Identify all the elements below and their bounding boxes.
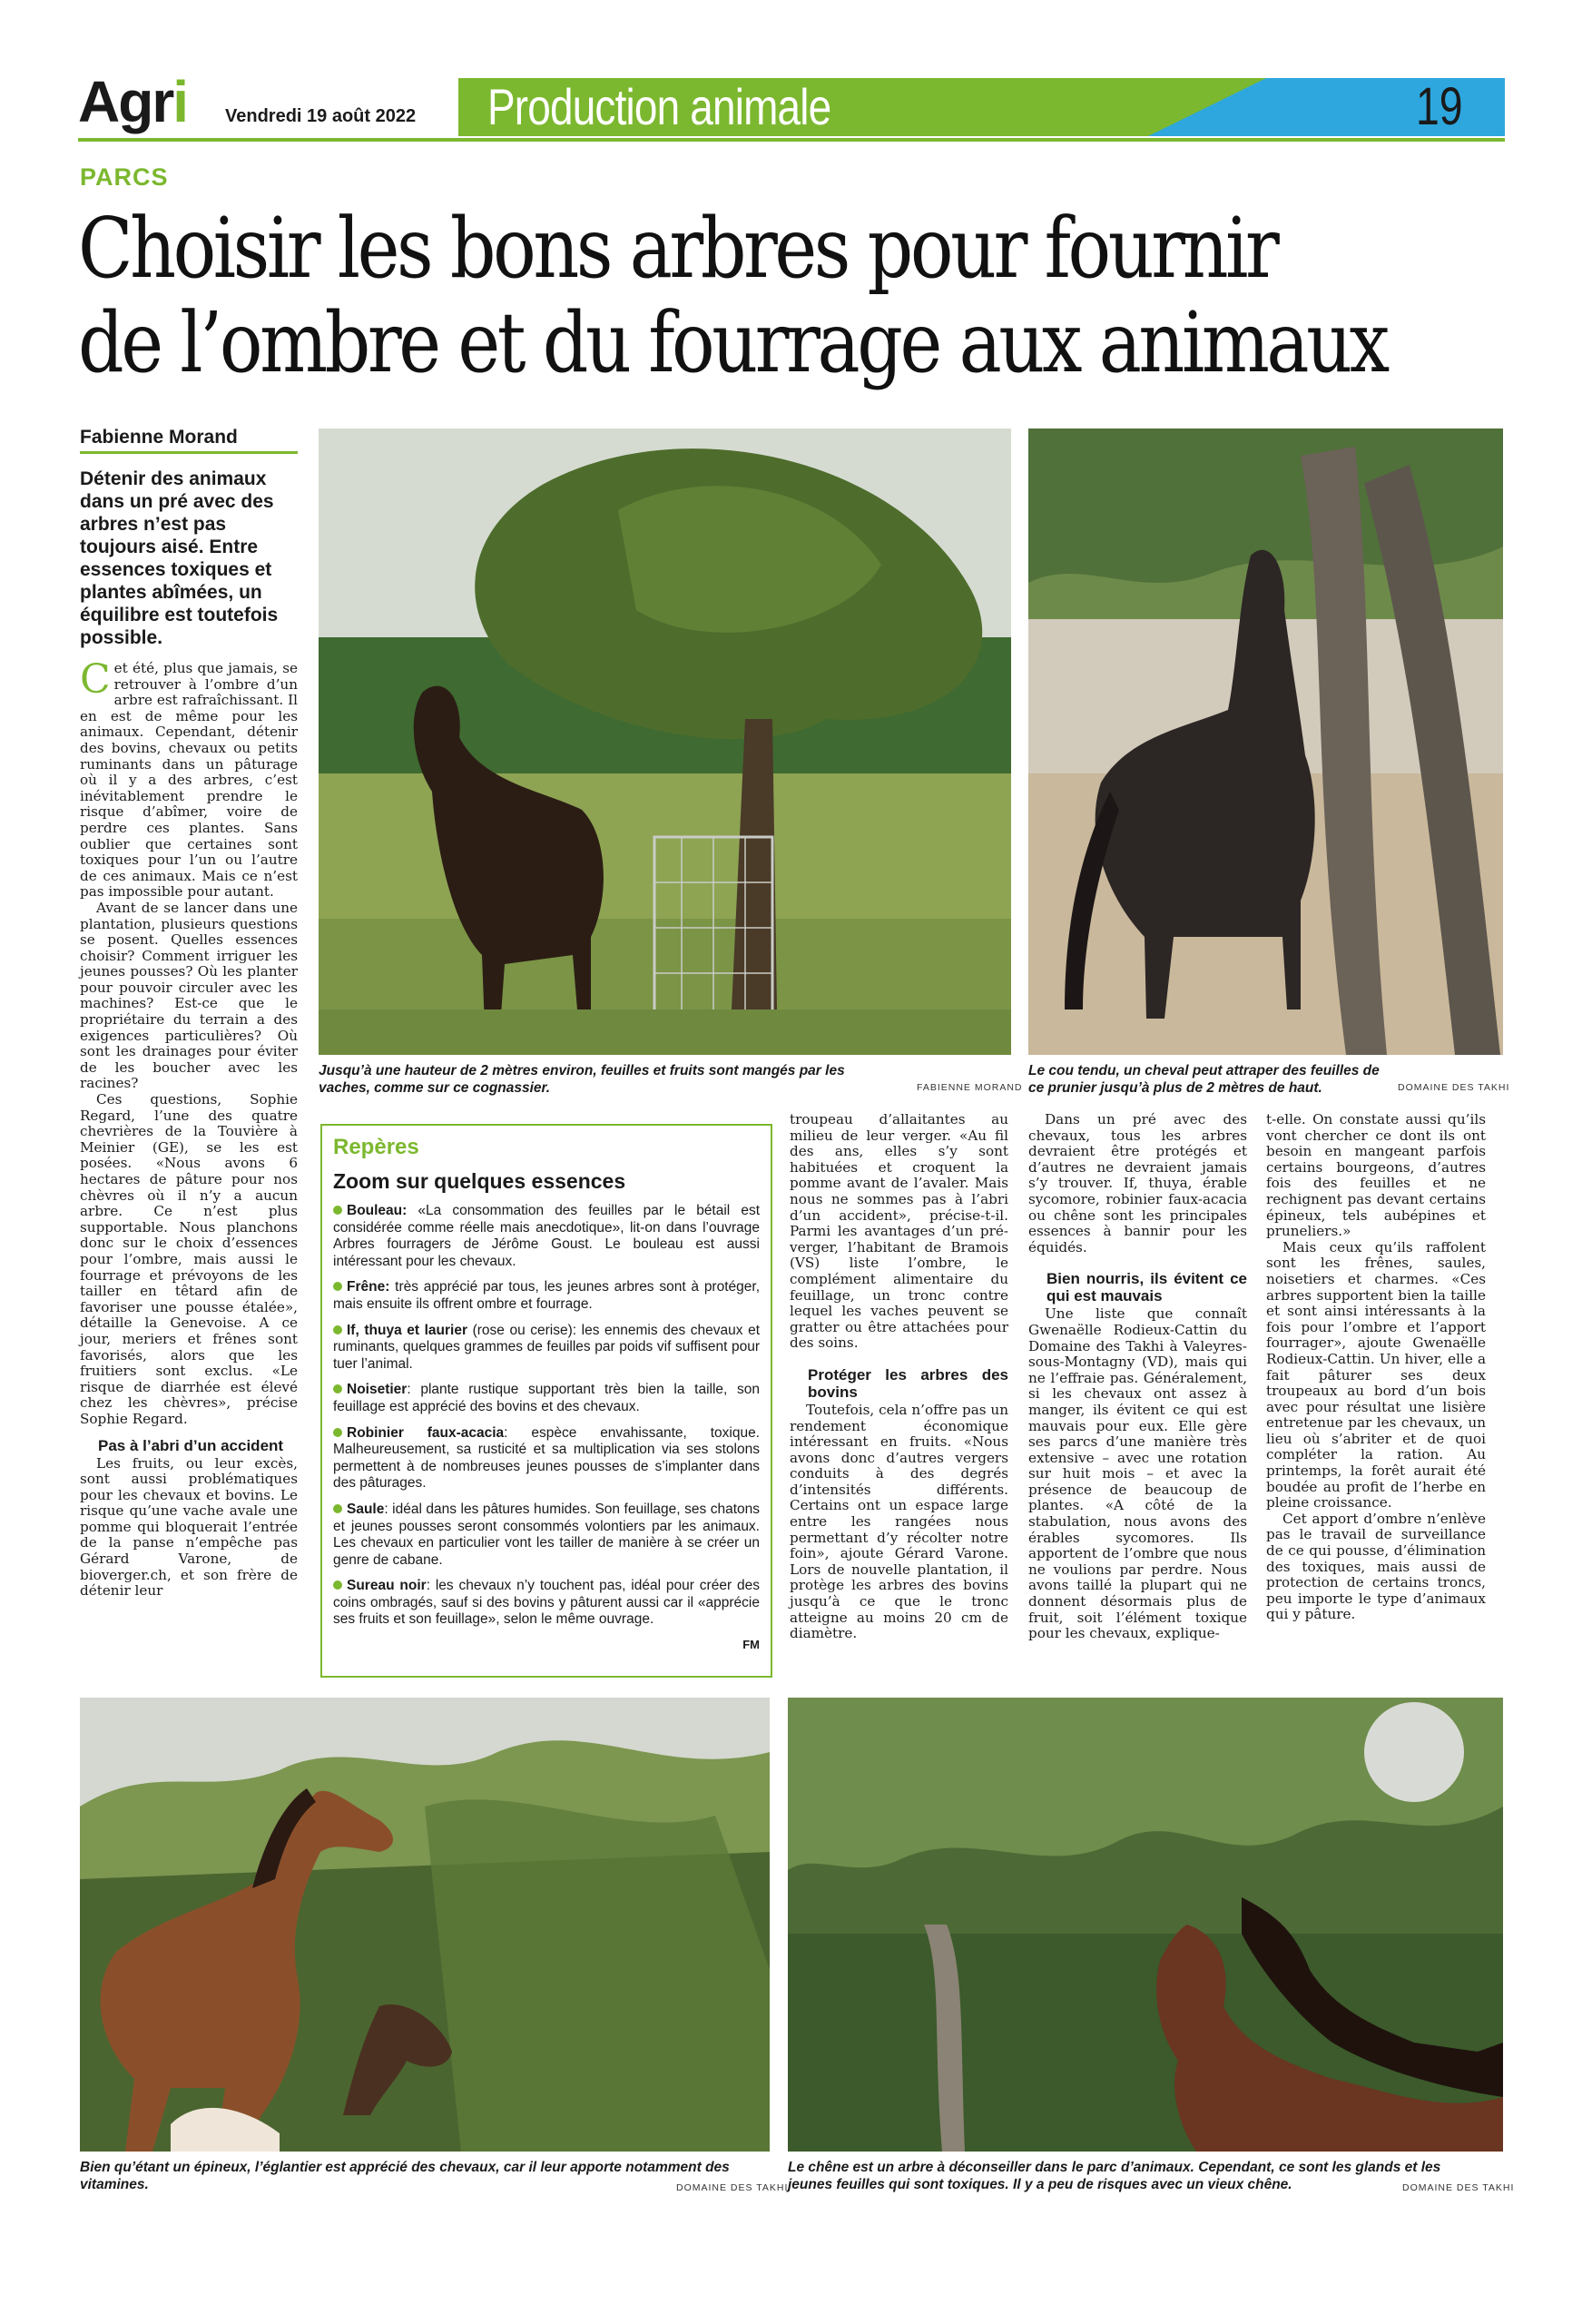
body-paragraph: t-elle. On constate aussi qu’ils vont chercher ce dont ils ont besoin en mangeant parfois certains bourgeons, d’autres fois des feuilles et ne rechignent pas devant certains épineux, tels aubépines et pruneliers.» bbox=[1266, 1111, 1486, 1240]
body-paragraph: Avant de se lancer dans une plantation, plusieurs questions se posent. Quelles essences choisir? Comment irriguer les jeunes pousses? Où les planter pour pouvoir circuler avec les machines? Est-ce que le propriétaire du terrain a des exigences particulières? Où sont les drainages pour éviter de les boucher avec les racines? bbox=[80, 899, 298, 1092]
photo-horse-oak-image bbox=[788, 1698, 1503, 2152]
reperes-item bbox=[333, 1382, 760, 1415]
body-paragraph: Dans un pré avec des chevaux, tous les arbres devraient être protégés et d’autres ne devraient jamais s’y trouver. If, thuya, érable sycomore, robinier faux-acacia ou chêne sont les principales essences à bannir pour les équidés. bbox=[1028, 1111, 1247, 1256]
lead-paragraph: Détenir des animaux dans un pré avec des arbres n’est pas toujours aisé. Entre essences toxiques et plantes abîmées, un équilibre est toutefois possible. bbox=[80, 468, 279, 648]
body-paragraph: Mais ceux qu’ils raffolent sont les frênes, saules, noisetiers et charmes. «Ces arbres supportent bien la taille et sont ainsi intéressants à la fois pour l’ombre et l’apport fourrager», ajoute Gwenaëlle Rodieux-Cattin. Un hiver, elle a fait pâturer ses deux troupeaux au bord d’un bois avec pour résultat une lisière entretenue par les chevaux, un lieu où s’abriter et de quoi compléter la ration. Au printemps, la forêt aurait été boudée au profit de l’herbe en pleine croissance. bbox=[1266, 1238, 1486, 1512]
reperes-item-text: : espèce envahissante, toxique. Malheureusement, sa rusticité et sa multiplication via ses stolons permettent à de nombreuses jeunes pousses de s’implanter dans des pâturages. bbox=[333, 1424, 760, 1492]
reperes-item-name: Noisetier bbox=[347, 1382, 408, 1398]
subheading: Protéger les arbres des bovins bbox=[808, 1365, 1008, 1401]
reperes-item-text: (rose ou cerise): les ennemis des chevaux et ruminants, quelques grammes de feuilles par poids vif suffisent pour tuer l’animal. bbox=[333, 1322, 760, 1372]
bullet-icon bbox=[333, 1325, 342, 1334]
reperes-item-name: Robinier faux-acacia bbox=[347, 1424, 505, 1441]
bullet-icon bbox=[333, 1581, 342, 1590]
bullet-icon bbox=[333, 1282, 342, 1291]
bullet-icon bbox=[333, 1206, 342, 1215]
masthead-accent: i bbox=[172, 69, 187, 134]
subheading: Bien nourris, ils évitent ce qui est mauvais bbox=[1046, 1270, 1247, 1305]
photo-cow-quince-image bbox=[319, 428, 1011, 1055]
headline bbox=[78, 200, 1387, 391]
reperes-item-name: If, thuya et laurier bbox=[347, 1322, 467, 1338]
reperes-item-name: Saule bbox=[347, 1501, 385, 1517]
photo-cow-quince-caption: Jusqu’à une hauteur de 2 mètres environ, feuilles et fruits sont mangés par les vaches, comme sur ce cognassier. bbox=[319, 1063, 845, 1096]
photo-horse-plum-image bbox=[1028, 428, 1503, 1055]
photo-horse-oak bbox=[788, 1698, 1503, 2152]
reperes-item-text: : plante rustique supportant très bien la taille, son feuillage est apprécié des bovins et des chevaux. bbox=[333, 1382, 760, 1414]
reperes-item bbox=[333, 1425, 760, 1492]
reperes-item bbox=[333, 1279, 760, 1313]
reperes-box bbox=[320, 1124, 772, 1678]
reperes-item-text: très apprécié par tous, les jeunes arbres sont à protéger, mais ensuite ils offrent ombre et fourrage. bbox=[333, 1279, 760, 1312]
reperes-item-name: Sureau noir bbox=[347, 1578, 427, 1594]
body-paragraph: Une liste que connaît Gwenaëlle Rodieux-Cattin du Domaine des Takhi à Valeyres-sous-Montagny (VD), mais qui ne l’effraie pas. Généralement, si les chevaux ont assez à manger, ils évitent ce qui est mauvais pour eux. Elle gère ses parcs d’une manière très extensive – avec une rotation sur huit mois – et avec la présence de beaucoup de plantes. «A côté de la stabulation, nous avons des érables sycomores. Ils apportent de l’ombre que nous ne voulions par perdre. Nous avons taillé la plupart qui ne donnent désormais plus de fruit, soit l’élément toxique pour les chevaux, explique- bbox=[1028, 1305, 1247, 1642]
reperes-signature: FM bbox=[742, 1638, 760, 1652]
body-text: et été, plus que jamais, se retrouver à l’ombre d’un arbre est rafraîchissant. Il en est de même pour les animaux. Cependant, détenir des bovins, chevaux ou petits ruminants dans un pâturage où il y a des arbres, c’est inévitablement prendre le risque d’abîmer, voire de perdre ces plantes. Sans oublier que certaines sont toxiques pour l’un ou l’autre de ces animaux. Mais ce n’est pas impossible pour autant. bbox=[80, 660, 298, 901]
photo-horse-eglantier-caption: Bien qu’étant un épineux, l’églantier est apprécié des chevaux, car il leur apporte notamment des vitamines. bbox=[80, 2160, 730, 2192]
photo-cow-quince-credit: FABIENNE MORAND bbox=[917, 1082, 1023, 1093]
kicker: PARCS bbox=[80, 163, 169, 191]
headline-line-2: de l’ombre et du fourrage aux animaux bbox=[78, 294, 1387, 391]
headline-line-1: Choisir les bons arbres pour fournir bbox=[78, 200, 1277, 297]
author-byline: Fabienne Morand bbox=[80, 427, 238, 448]
issue-date: Vendredi 19 août 2022 bbox=[225, 106, 417, 126]
dropcap: C bbox=[80, 656, 111, 703]
reperes-item bbox=[333, 1203, 760, 1270]
reperes-item-name: Bouleau: bbox=[347, 1203, 408, 1218]
photo-horse-oak-caption: Le chêne est un arbre à déconseiller dans le parc d’animaux. Cependant, ce sont les glands et les jeunes feuilles qui sont toxiques. Il y a peu de risques avec un vieux chêne. bbox=[788, 2160, 1441, 2192]
reperes-list bbox=[333, 1203, 760, 1629]
article-column-3 bbox=[790, 1112, 1008, 1642]
photo-horse-eglantier bbox=[80, 1698, 770, 2152]
photo-horse-plum-credit: DOMAINE DES TAKHI bbox=[1398, 1082, 1510, 1093]
reperes-title: Repères bbox=[333, 1135, 419, 1159]
article-column-1 bbox=[80, 656, 298, 1600]
reperes-item bbox=[333, 1323, 760, 1374]
article-column-4 bbox=[1028, 1112, 1247, 1642]
body-paragraph: Toutefois, cela n’offre pas un rendement économique intéressant en fruits. «Nous avons donc d’autres vergers conduits à des degrés d’intensités différents. Certains ont un espace large entre les rangées nous permettant d’y récolter notre foin», ajoute Gérard Varone. Lors de nouvelle plantation, il protège les arbres des bovins jusqu’à ce que le tronc atteigne au moins 20 cm de diamètre. bbox=[790, 1401, 1008, 1642]
page-number: 19 bbox=[1416, 77, 1463, 136]
reperes-item bbox=[333, 1502, 760, 1569]
photo-cow-quince bbox=[319, 428, 1011, 1055]
reperes-item-text: : idéal dans les pâtures humides. Son feuillage, ses chatons et jeunes pousses seront consommés volontiers par les animaux. Les chevaux en particulier vont les tailler de manière à se créer un genre de cabane. bbox=[333, 1501, 760, 1568]
reperes-subtitle: Zoom sur quelques essences bbox=[333, 1169, 626, 1193]
article-column-5 bbox=[1266, 1112, 1486, 1623]
reperes-item-text: «La consommation des feuilles par le bétail est considérée comme réelle mais anecdotique», lit-on dans l’ouvrage Arbres fourragers de Jérôme Goust. Le bouleau est aussi intéressant pour les chevaux. bbox=[333, 1203, 760, 1269]
body-paragraph: Les fruits, ou leur excès, sont aussi problématiques pour les chevaux et bovins. Le risque qu’une vache avale une pomme qui bloquerait l’entrée de la panse n’empêche pas Gérard Varone, de bioverger.ch, et son frère de détenir leur bbox=[80, 1454, 298, 1600]
author-rule bbox=[80, 451, 298, 454]
bullet-icon bbox=[333, 1384, 342, 1393]
subheading: Pas à l’abri d’un accident bbox=[98, 1436, 284, 1454]
body-paragraph bbox=[80, 656, 298, 901]
reperes-item-name: Frêne: bbox=[347, 1279, 390, 1295]
photo-horse-oak-credit: DOMAINE DES TAKHI bbox=[1402, 2182, 1515, 2193]
body-paragraph: troupeau d’allaitantes au milieu de leur verger. «Au fil des ans, elles s’y sont habituées et croquent la pomme avant de l’avaler. Mais nous ne sommes pas à l’abri d’un accident», précise-t-il. Parmi les avantages d’un pré-verger, l’habitant de Bramois (VS) liste l’ombre, le complément alimentaire du feuillage, un tronc contre lequel les vaches peuvent se gratter ou être attachées pour des soins. bbox=[790, 1111, 1008, 1352]
photo-horse-eglantier-image bbox=[80, 1698, 770, 2152]
photo-horse-eglantier-credit: DOMAINE DES TAKHI bbox=[676, 2182, 789, 2193]
reperes-item bbox=[333, 1578, 760, 1629]
photo-horse-plum bbox=[1028, 428, 1503, 1055]
reperes-item-text: : les chevaux n’y touchent pas, idéal pour créer des coins ombragés, sauf si des bovins y pâturent aussi car il «apprécie ses fruits et son feuillage», selon le même ouvrage. bbox=[333, 1578, 760, 1628]
body-paragraph: Cet apport d’ombre n’enlève pas le travail de surveillance de ce qui pousse, d’élimination des toxiques, mais aussi de protection de certains troncs, peu importe le type d’animaux qui y pâture. bbox=[1266, 1510, 1486, 1623]
header-rule bbox=[78, 138, 1505, 142]
masthead-logo bbox=[78, 69, 187, 134]
photo-horse-plum-caption: Le cou tendu, un cheval peut attraper des feuilles de ce prunier jusqu’à plus de 2 mètres de haut. bbox=[1028, 1063, 1380, 1096]
bullet-icon bbox=[333, 1428, 342, 1437]
bullet-icon bbox=[333, 1504, 342, 1513]
body-paragraph: Ces questions, Sophie Regard, l’une des quatre chevrières de la Touvière à Meinier (GE), se les est posées. «Nous avons 6 hectares de pâture pour nos chèvres où il n’y a aucun arbre. Ce n’est plus supportable. Nous planchons donc sur le choix d’essences pour l’ombre, mais aussi le fourrage et prévoyons de les tailler en têtard afin de favoriser une pousse étalée», détaille la Genevoise. A ce jour, meriers et frênes sont favorisés, alors que les fruitiers sont exclus. «Le risque de diarrhée est élevé chez les chèvres», précise Sophie Regard. bbox=[80, 1091, 298, 1427]
rubric-title: Production animale bbox=[487, 78, 831, 135]
masthead-text: Agr bbox=[78, 69, 173, 134]
